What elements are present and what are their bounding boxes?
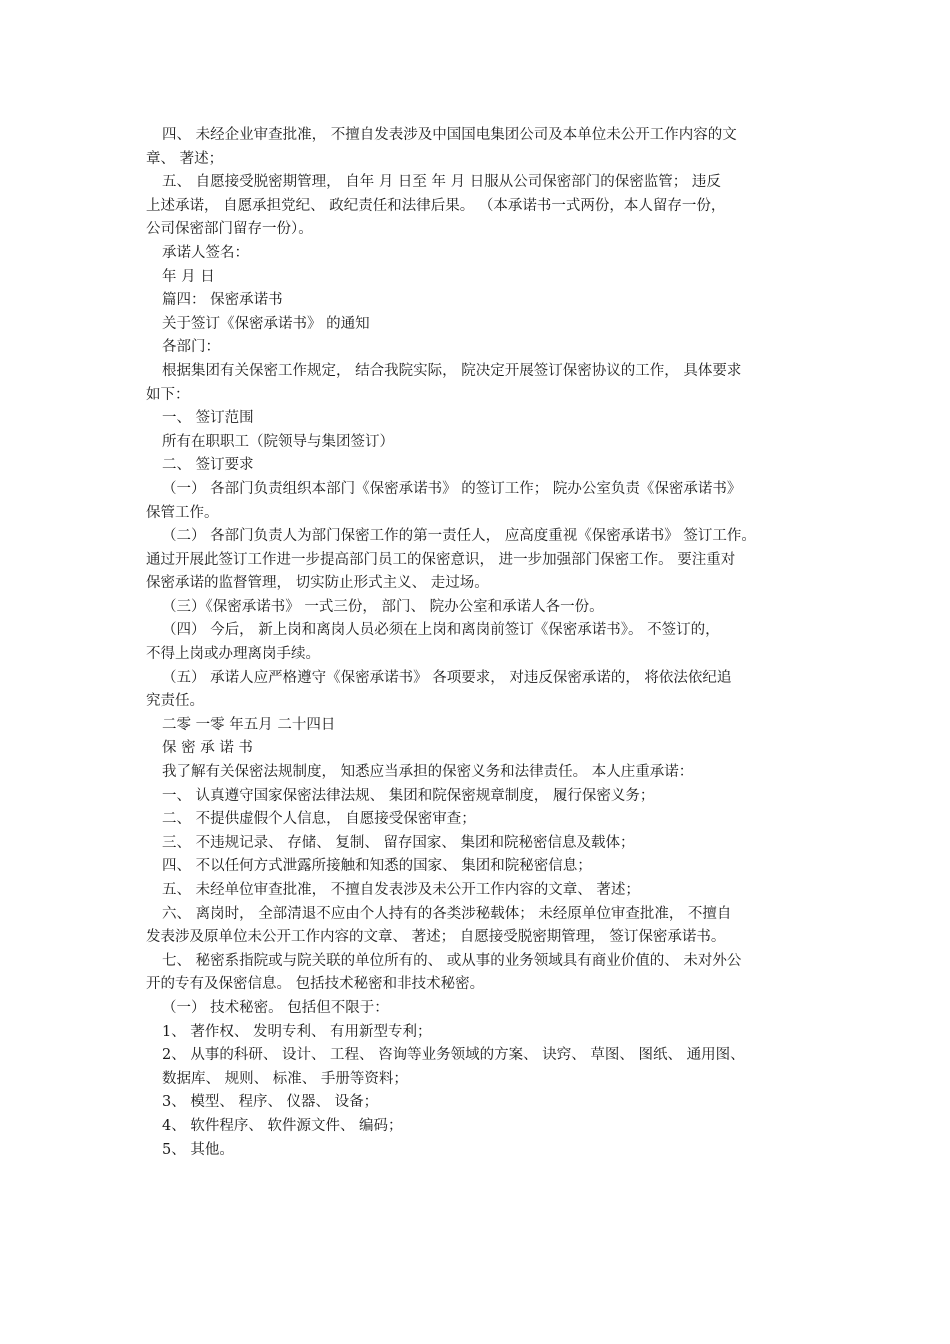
document-line: 保管工作。 [146, 504, 219, 521]
document-line: 六、 离岗时， 全部清退不应由个人持有的各类涉秘载体； 未经原单位审查批准， 不擅自 [162, 905, 732, 922]
document-line: 4、 软件程序、 软件源文件、 编码； [162, 1117, 403, 1134]
document-line: 二、 不提供虚假个人信息， 自愿接受保密审查； [162, 811, 476, 828]
document-line: 二零 一零 年五月 二十四日 [162, 716, 336, 733]
document-line: 根据集团有关保密工作规定， 结合我院实际， 院决定开展签订保密协议的工作， 具体要求 [162, 362, 742, 379]
document-line: 三、 不违规记录、 存储、 复制、 留存国家、 集团和院秘密信息及载体； [162, 834, 635, 851]
document-line: 七、 秘密系指院或与院关联的单位所有的、 或从事的业务领域具有商业价值的、 未对外公 [162, 952, 742, 969]
document-line: （二） 各部门负责人为部门保密工作的第一责任人， 应高度重视《保密承诺书》 签订工作。 [162, 528, 756, 545]
document-line: 年 月 日 [162, 268, 215, 285]
document-line: 如下： [146, 386, 190, 403]
document-line: 篇四： 保密承诺书 [162, 292, 283, 309]
document-line: 章、 著述； [146, 150, 224, 167]
document-line: 五、 自愿接受脱密期管理， 自年 月 日至 年 月 日服从公司保密部门的保密监管； 违反 [162, 174, 721, 191]
document-line: 二、 签订要求 [162, 457, 254, 474]
document-line: 5、 其他。 [162, 1141, 234, 1158]
document-line: 各部门： [162, 339, 220, 356]
document-line: 我了解有关保密法规制度， 知悉应当承担的保密义务和法律责任。 本人庄重承诺： [162, 764, 694, 781]
document-body [146, 124, 818, 1162]
document-line: 究责任。 [146, 693, 204, 710]
document-line: 上述承诺， 自愿承担党纪、 政纪责任和法律后果。 （本承诺书一式两份，本人留存一份， [146, 197, 726, 214]
document-line: 2、 从事的科研、 设计、 工程、 咨询等业务领域的方案、 诀窍、 草图、 图纸、 通用图、 [162, 1047, 745, 1064]
document-line: 保密承诺的监督管理， 切实防止形式主义、 走过场。 [146, 575, 489, 592]
document-line: 发表涉及原单位未公开工作内容的文章、 著述； 自愿接受脱密期管理， 签订保密承诺书。 [146, 929, 726, 946]
document-line: 关于签订《保密承诺书》 的通知 [162, 315, 370, 332]
document-line: 四、 不以任何方式泄露所接触和知悉的国家、 集团和院秘密信息； [162, 858, 592, 875]
document-line: （一） 技术秘密。 包括但不限于： [162, 999, 389, 1016]
document-line: 1、 著作权、 发明专利、 有用新型专利； [162, 1023, 432, 1040]
document-line: 通过开展此签订工作进一步提高部门员工的保密意识， 进一步加强部门保密工作。 要注重对 [146, 551, 736, 568]
document-line: 开的专有及保密信息。 包括技术秘密和非技术秘密。 [146, 976, 485, 993]
document-line: 五、 未经单位审查批准， 不擅自发表涉及未公开工作内容的文章、 著述； [162, 882, 640, 898]
document-line: 所有在职职工（院领导与集团签订） [162, 433, 394, 450]
document-line: （一） 各部门负责组织本部门《保密承诺书》 的签订工作； 院办公室负责《保密承诺书》 [162, 480, 742, 497]
document-line: （三）《保密承诺书》 一式三份， 部门、 院办公室和承诺人各一份。 [162, 598, 604, 615]
document-line: 一、 认真遵守国家保密法律法规、 集团和院保密规章制度， 履行保密义务； [162, 787, 655, 804]
document-line: 公司保密部门留存一份）。 [146, 221, 313, 238]
document-line: 不得上岗或办理离岗手续。 [146, 646, 320, 663]
document-line: 一、 签订范围 [162, 410, 254, 427]
document-line: 保 密 承 诺 书 [162, 740, 253, 757]
document-line: 承诺人签名： [162, 244, 249, 261]
document-line: 数据库、 规则、 标准、 手册等资料； [162, 1070, 408, 1087]
document-line: 四、 未经企业审查批准， 不擅自发表涉及中国国电集团公司及本单位未公开工作内容的文 [162, 127, 737, 143]
document-line: 3、 模型、 程序、 仪器、 设备； [162, 1094, 379, 1111]
document-line: （四） 今后， 新上岗和离岗人员必须在上岗和离岗前签订《保密承诺书》。 不签订的， [162, 622, 720, 639]
document-line: （五） 承诺人应严格遵守《保密承诺书》 各项要求， 对违反保密承诺的， 将依法依纪追 [162, 669, 732, 686]
